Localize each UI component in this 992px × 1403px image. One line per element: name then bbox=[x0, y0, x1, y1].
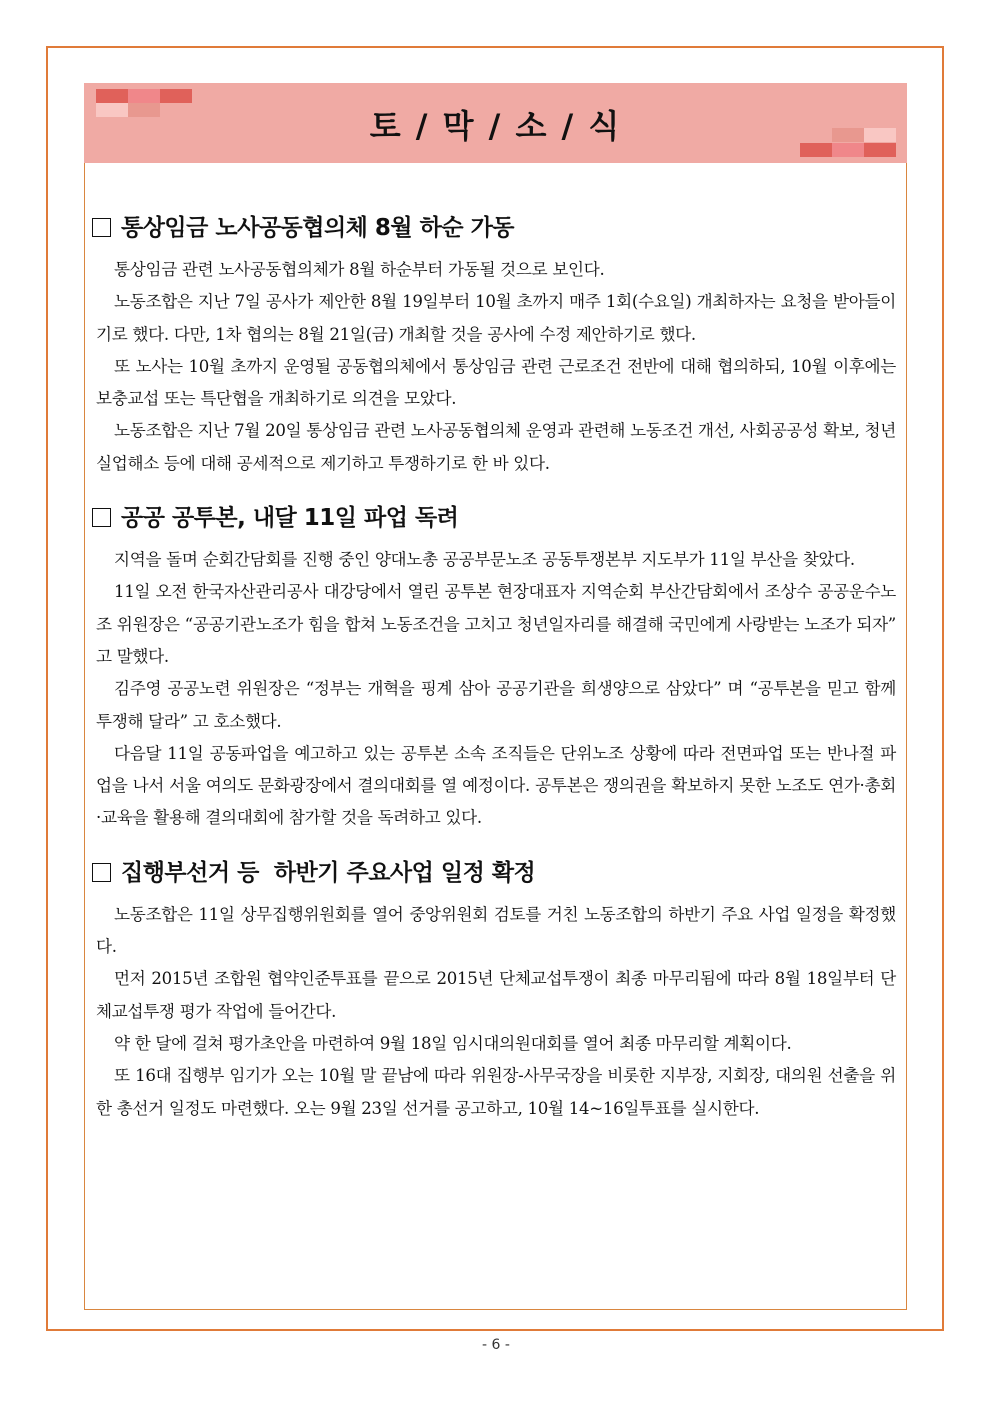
page-number: - 6 - bbox=[482, 1337, 510, 1353]
banner-title: 토 / 막 / 소 / 식 bbox=[369, 107, 622, 145]
decor-square bbox=[864, 128, 896, 142]
section-heading bbox=[92, 208, 896, 248]
section-heading-text: 통상임금 노사공동협의체 8월 하순 가동 bbox=[121, 215, 515, 241]
checkbox-square-icon bbox=[92, 863, 111, 882]
section-heading-text: 공공 공투본, 내달 11일 파업 독려 bbox=[121, 505, 459, 532]
paragraph: 김주영 공공노련 위원장은 “정부는 개혁을 핑계 삼아 공공기관을 희생양으로 삼았다” 며 “공투본을 믿고 함께 투쟁해 달라” 고 호소했다. bbox=[96, 679, 896, 731]
paragraph: 11일 오전 한국자산관리공사 대강당에서 열린 공투본 현장대표자 지역순회 부산간담회에서 조상수 공공운수노조 위원장은 “공공기관노조가 힘을 합쳐 노동조건을 고치고 청년일자리를 해결해 국민에게 사랑받는 노조가 되자” 고 말했다. bbox=[96, 582, 896, 666]
article-content bbox=[96, 200, 896, 1143]
news-section bbox=[96, 853, 896, 1125]
paragraph: 먼저 2015년 조합원 협약인준투표를 끝으로 2015년 단체교섭투쟁이 최종 마무리됨에 따라 8월 18일부터 단체교섭투쟁 평가 작업에 들어간다. bbox=[96, 969, 896, 1021]
decor-square bbox=[800, 143, 832, 157]
paragraph: 또 노사는 10월 초까지 운영될 공동협의체에서 통상임금 관련 근로조건 전반에 대해 협의하되, 10월 이후에는 보충교섭 또는 특단협을 개최하기로 의견을 모았다. bbox=[96, 356, 896, 409]
decor-square bbox=[864, 143, 896, 157]
decor-square bbox=[832, 128, 864, 142]
paragraph: 지역을 돌며 순회간담회를 진행 중인 양대노총 공공부문노조 공동투쟁본부 지도부가 11일 부산을 찾았다. bbox=[114, 550, 855, 570]
decor-square bbox=[832, 143, 864, 157]
section-heading bbox=[92, 853, 896, 893]
section-heading-text: 집행부선거 등 하반기 주요사업 일정 확정 bbox=[121, 859, 536, 886]
paragraph: 통상임금 관련 노사공동협의체가 8월 하순부터 가동될 것으로 보인다. bbox=[114, 260, 605, 279]
section-heading bbox=[92, 498, 896, 538]
paragraph: 노동조합은 11일 상무집행위원회를 열어 중앙위원회 검토를 거친 노동조합의 하반기 주요 사업 일정을 확정했다. bbox=[96, 904, 896, 957]
paragraph: 약 한 달에 걸쳐 평가초안을 마련하여 9월 18일 임시대의원대회를 열어 최종 마무리할 계획이다. bbox=[114, 1033, 792, 1053]
paragraph: 또 16대 집행부 임기가 오는 10월 말 끝남에 따라 위원장-사무국장을 비롯한 지부장, 지회장, 대의원 선출을 위한 총선거 일정도 마련했다. 오는 9월 23일 선거를 공고하고, 10월 14~16일투표를 실시한다. bbox=[96, 1066, 896, 1118]
paragraph: 노동조합은 지난 7월 20일 통상임금 관련 노사공동협의체 운영과 관련해 노동조건 개선, 사회공공성 확보, 청년실업해소 등에 대해 공세적으로 제기하고 투쟁하기로 한 바 있다. bbox=[96, 421, 896, 473]
paragraph: 노동조합은 지난 7일 공사가 제안한 8월 19일부터 10월 초까지 매주 1회(수요일) 개최하자는 요청을 받아들이기로 했다. 다만, 1차 협의는 8월 21일(금) 개최할 것을 공사에 수정 제안하기로 했다. bbox=[96, 292, 896, 344]
news-section bbox=[96, 498, 896, 835]
title-banner bbox=[84, 83, 907, 163]
news-section bbox=[96, 208, 896, 480]
checkbox-square-icon bbox=[92, 218, 111, 237]
checkbox-square-icon bbox=[92, 508, 111, 527]
paragraph: 다음달 11일 공동파업을 예고하고 있는 공투본 소속 조직들은 단위노조 상황에 따라 전면파업 또는 반나절 파업을 나서 서울 여의도 문화광장에서 결의대회를 열 예정이다. 공투본은 쟁의권을 확보하지 못한 노조도 연가·총회·교육을 활용해 결의대회에 참가할 것을 독려하고 있다. bbox=[96, 743, 896, 828]
